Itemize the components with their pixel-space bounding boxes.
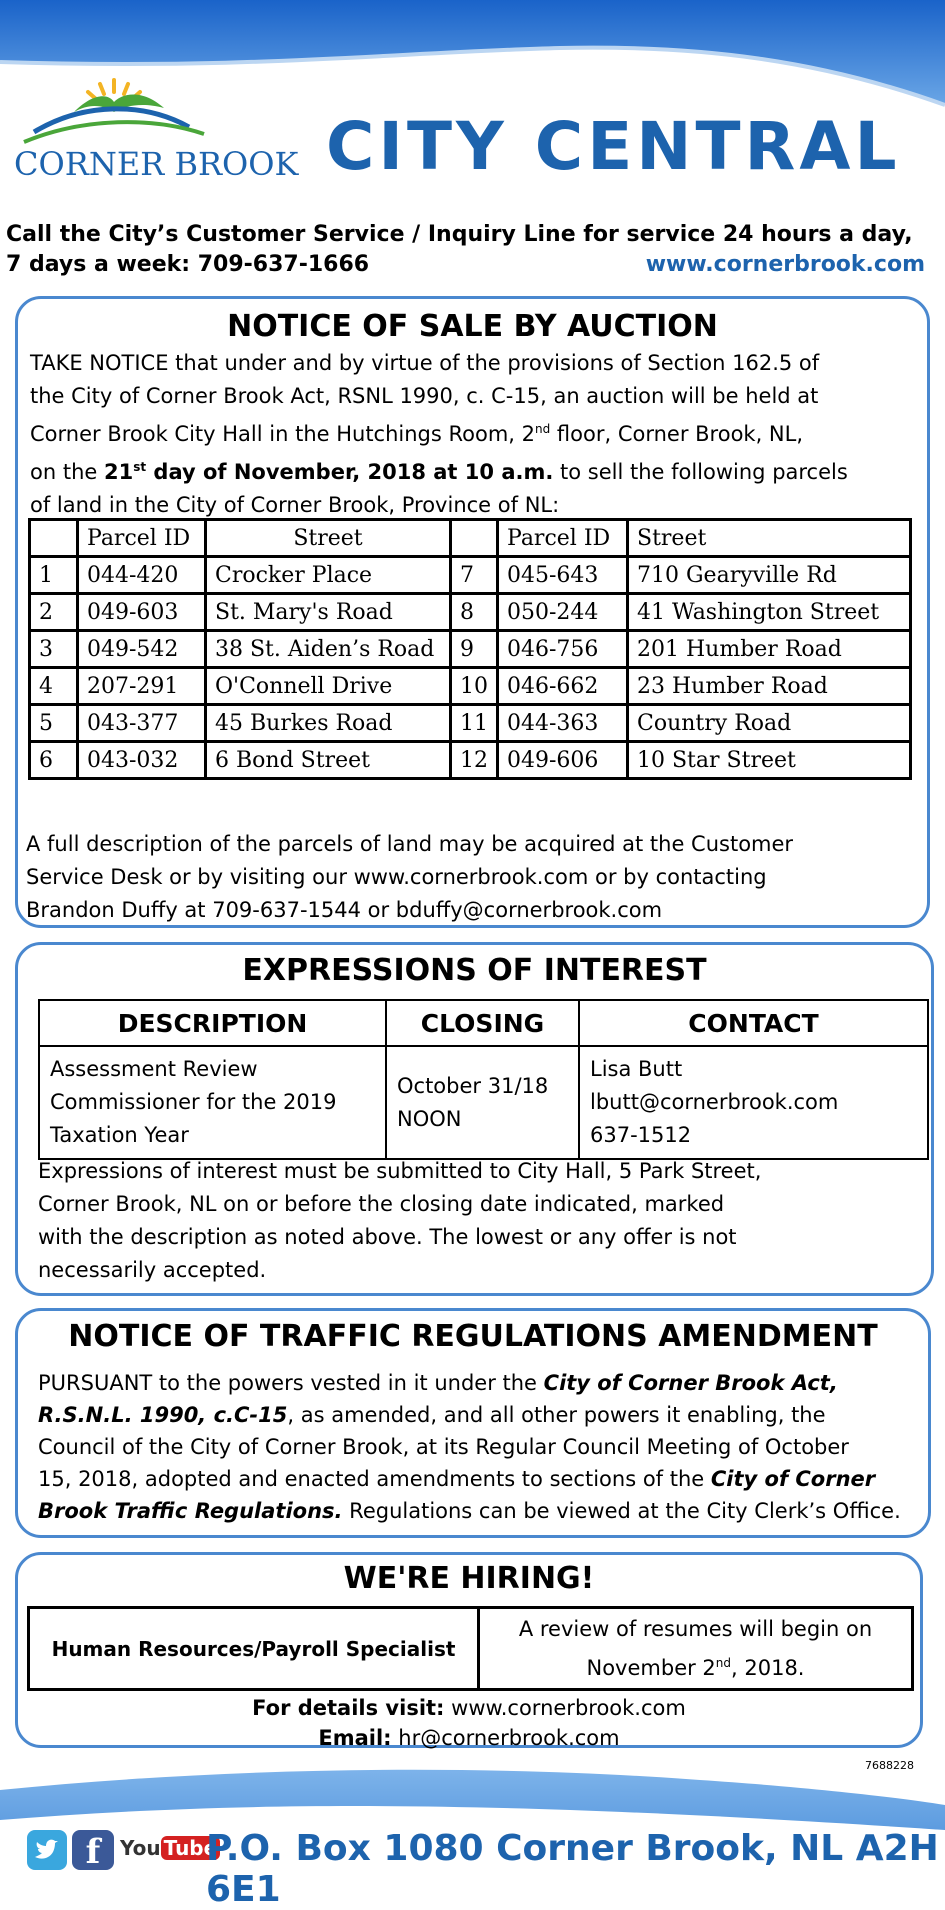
auction-intro-line: of land in the City of Corner Brook, Province of NL: — [30, 493, 560, 517]
hiring-title: WE'RE HIRING! — [343, 1561, 595, 1596]
auction-title: NOTICE OF SALE BY AUCTION — [227, 309, 718, 344]
table-row — [30, 557, 911, 594]
auction-panel — [15, 296, 930, 928]
eoi-header-closing: CLOSING — [386, 1000, 579, 1046]
parcel-cell-n2: 7 — [451, 557, 498, 594]
facebook-icon[interactable]: f — [72, 1830, 114, 1870]
ad-number: 7688228 — [865, 1759, 914, 1772]
col-parcel-id: Parcel ID — [78, 520, 206, 557]
page-title: CITY CENTRAL — [326, 108, 901, 185]
table-row — [30, 742, 911, 779]
parcel-cell-p2: 044-363 — [498, 705, 628, 742]
parcel-cell-p2: 045-643 — [498, 557, 628, 594]
youtube-icon[interactable]: You Tube — [120, 1836, 192, 1868]
eoi-header-contact: CONTACT — [579, 1000, 928, 1046]
auction-outro-line: Brandon Duffy at 709-637-1544 or bduffy@cornerbrook.com — [26, 898, 663, 922]
parcel-cell-p1: 043-377 — [78, 705, 206, 742]
corner-brook-logo-icon — [14, 72, 324, 182]
hiring-details: For details visit: www.cornerbrook.com Email: hr@cornerbrook.com — [252, 1696, 686, 1750]
parcel-cell-s2: 201 Humber Road — [628, 631, 911, 668]
parcel-cell-p2: 049-606 — [498, 742, 628, 779]
parcel-cell-s2: 23 Humber Road — [628, 668, 911, 705]
parcel-cell-n2: 9 — [451, 631, 498, 668]
parcel-cell-p2: 046-756 — [498, 631, 628, 668]
parcel-cell-s1: 38 St. Aiden’s Road — [206, 631, 451, 668]
col-street: Street — [628, 520, 911, 557]
parcel-cell-s1: 6 Bond Street — [206, 742, 451, 779]
traffic-body: PURSUANT to the powers vested in it under the City of Corner Brook Act, R.S.N.L. 1990, c.C-15, as amended, and all other powers it enabling, the Council of the City of Corner Brook, at its Regular Council Meeting of October 15, 2018, adopted and enacted amendments to sections of the City of Corner Brook Traffic Regulations. Regulations can be viewed at the City Clerk’s Office. — [38, 1371, 901, 1523]
parcel-cell-s2: 41 Washington Street — [628, 594, 911, 631]
parcel-cell-n1: 1 — [30, 557, 78, 594]
hiring-review: A review of resumes will begin on November 2nd, 2018. — [479, 1608, 913, 1690]
details-link[interactable]: www.cornerbrook.com — [444, 1696, 686, 1720]
auction-intro-line: TAKE NOTICE that under and by virtue of the provisions of Section 162.5 of — [30, 351, 820, 375]
table-row — [30, 631, 911, 668]
parcel-cell-p1: 049-603 — [78, 594, 206, 631]
parcel-cell-n1: 4 — [30, 668, 78, 705]
parcel-cell-s2: 710 Gearyville Rd — [628, 557, 911, 594]
auction-intro-line: Corner Brook City Hall in the Hutchings Room, 2nd floor, Corner Brook, NL, — [30, 422, 804, 446]
table-row — [30, 594, 911, 631]
auction-intro — [30, 347, 923, 522]
parcel-cell-n1: 5 — [30, 705, 78, 742]
parcel-cell-n1: 3 — [30, 631, 78, 668]
parcels-table — [28, 518, 912, 780]
customer-service-line1: Call the City’s Customer Service / Inquiry Line for service 24 hours a day, — [6, 222, 913, 247]
eoi-header-description: DESCRIPTION — [39, 1000, 386, 1046]
parcel-cell-p1: 207-291 — [78, 668, 206, 705]
eoi-panel — [15, 942, 934, 1296]
parcel-cell-s1: 45 Burkes Road — [206, 705, 451, 742]
col-parcel-id: Parcel ID — [498, 520, 628, 557]
customer-service-line2: 7 days a week: 709-637-1666 — [6, 252, 370, 277]
eoi-note: Expressions of interest must be submitted to City Hall, 5 Park Street, Corner Brook, NL on or before the closing date indicated, marked with the description as noted above. The lowest or any offer is not necessarily accepted. — [38, 1159, 762, 1282]
table-header-row — [30, 520, 911, 557]
email-link[interactable]: hr@cornerbrook.com — [391, 1726, 620, 1750]
auction-outro — [26, 828, 923, 927]
auction-intro-line: on the 21st day of November, 2018 at 10 a.m. to sell the following parcels — [30, 460, 848, 484]
parcel-cell-n2: 11 — [451, 705, 498, 742]
parcel-cell-n2: 8 — [451, 594, 498, 631]
hiring-position: Human Resources/Payroll Specialist — [29, 1608, 479, 1690]
col-num — [451, 520, 498, 557]
parcel-cell-p2: 046-662 — [498, 668, 628, 705]
auction-outro-line: Service Desk or by visiting our www.cornerbrook.com or by contacting — [26, 865, 767, 889]
table-row — [30, 705, 911, 742]
col-num — [30, 520, 78, 557]
auction-outro-line: A full description of the parcels of land may be acquired at the Customer — [26, 832, 794, 856]
parcel-cell-s2: Country Road — [628, 705, 911, 742]
parcel-cell-p1: 043-032 — [78, 742, 206, 779]
logo-text: CORNER BROOK — [14, 145, 299, 182]
eoi-closing: October 31/18 NOON — [386, 1046, 579, 1159]
hiring-panel — [15, 1552, 923, 1772]
table-row — [39, 1046, 928, 1159]
auction-intro-line: the City of Corner Brook Act, RSNL 1990, c. C-15, an auction will be held at — [30, 384, 819, 408]
footer-address: P.O. Box 1080 Corner Brook, NL A2H 6E1 — [206, 1828, 939, 1910]
traffic-title: NOTICE OF TRAFFIC REGULATIONS AMENDMENT — [68, 1319, 878, 1354]
col-street: Street — [206, 520, 451, 557]
parcel-cell-s1: Crocker Place — [206, 557, 451, 594]
parcel-cell-n1: 6 — [30, 742, 78, 779]
eoi-contact: Lisa Butt lbutt@cornerbrook.com 637-1512 — [579, 1046, 928, 1159]
parcel-cell-s1: O'Connell Drive — [206, 668, 451, 705]
twitter-icon[interactable] — [27, 1830, 67, 1870]
table-row — [30, 668, 911, 705]
parcel-cell-p2: 050-244 — [498, 594, 628, 631]
hiring-table — [27, 1606, 914, 1691]
traffic-panel — [15, 1308, 931, 1538]
website-link[interactable]: www.cornerbrook.com — [645, 252, 925, 277]
eoi-title: EXPRESSIONS OF INTEREST — [242, 953, 707, 988]
parcel-cell-p1: 044-420 — [78, 557, 206, 594]
parcel-cell-s2: 10 Star Street — [628, 742, 911, 779]
eoi-table — [38, 999, 929, 1160]
parcel-cell-n2: 10 — [451, 668, 498, 705]
eoi-description: Assessment Review Commissioner for the 2019 Taxation Year — [39, 1046, 386, 1159]
parcel-cell-n1: 2 — [30, 594, 78, 631]
parcel-cell-n2: 12 — [451, 742, 498, 779]
parcel-cell-p1: 049-542 — [78, 631, 206, 668]
parcel-cell-s1: St. Mary's Road — [206, 594, 451, 631]
